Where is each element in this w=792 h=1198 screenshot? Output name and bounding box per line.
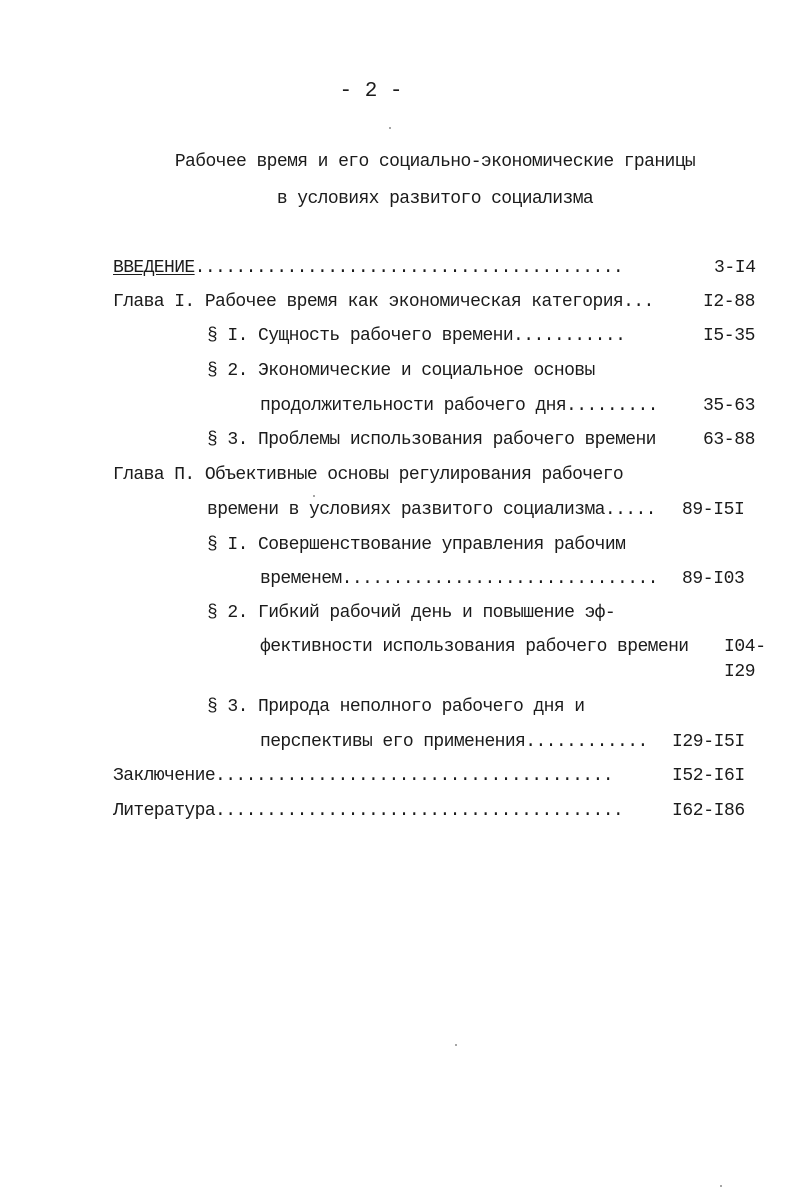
toc-intro-pages: 3-I4 — [714, 258, 756, 278]
scan-speck — [720, 1185, 722, 1187]
toc-ch1-title: Рабочее время как экономическая категория... — [204, 292, 654, 312]
document-title-line-1: Рабочее время и его социально-экономические границы — [174, 152, 696, 172]
toc-literature-leader: ........................................ — [215, 801, 624, 821]
page-number: - 2 - — [339, 80, 403, 103]
toc-ch1-s2-title-line-2: продолжительности рабочего дня......... — [260, 396, 658, 416]
toc-ch2-s1-mark: § I. — [207, 535, 248, 555]
scan-speck — [313, 495, 315, 497]
toc-ch1-s2-title-line-1: Экономические и социальноe основы — [258, 361, 595, 381]
toc-ch2-s3-title-line-1: Природа неполного рабочего дня и — [258, 697, 585, 717]
toc-ch1-s3-title: Проблемы использования рабочего времени — [258, 430, 656, 450]
toc-ch2-s2-pages-start: I04- — [724, 637, 766, 657]
toc-ch2-s3-mark: § 3. — [207, 697, 248, 717]
toc-ch2-s2-pages-end: I29 — [724, 662, 756, 682]
scan-speck — [455, 1044, 457, 1046]
toc-ch2-s2-title-line-1: Гибкий рабочий день и повышение эф- — [258, 603, 616, 623]
toc-literature-label: Литература — [113, 801, 216, 821]
scan-speck — [389, 127, 391, 129]
toc-ch1-pages: I2-88 — [703, 292, 756, 312]
toc-ch2-s1-pages: 89-I03 — [682, 569, 745, 589]
toc-intro-label: ВВЕДЕНИЕ — [113, 258, 195, 278]
toc-ch2-s3-title-line-2: перспективы его применения............ — [260, 732, 648, 752]
toc-ch2-s1-title-line-2: временем............................... — [260, 569, 658, 589]
toc-ch2-title-line-1: Объективные основы регулирования рабочего — [204, 465, 624, 485]
toc-ch1-s1-title: Сущность рабочего времени........... — [258, 326, 626, 346]
toc-ch1-s2-pages: 35-63 — [703, 396, 756, 416]
toc-ch2-label: Глава П. — [113, 465, 195, 485]
toc-ch2-pages: 89-I5I — [682, 500, 745, 520]
toc-conclusion-label: Заключение — [113, 766, 216, 786]
toc-ch1-s1-mark: § I. — [207, 326, 248, 346]
toc-ch2-s1-title-line-1: Совершенствование управления рабочим — [258, 535, 626, 555]
toc-ch1-label: Глава I. — [113, 292, 195, 312]
toc-ch2-title-line-2: времени в условиях развитого социализма..... — [207, 500, 656, 520]
toc-conclusion-pages: I52-I6I — [672, 766, 745, 786]
toc-ch2-s2-mark: § 2. — [207, 603, 248, 623]
toc-ch1-s2-mark: § 2. — [207, 361, 248, 381]
toc-ch1-s1-pages: I5-35 — [703, 326, 756, 346]
toc-ch1-s3-mark: § 3. — [207, 430, 248, 450]
toc-intro-leader: .......................................... — [194, 258, 624, 278]
document-title-line-2: в условиях развитого социализма — [276, 189, 594, 209]
toc-ch2-s3-pages: I29-I5I — [672, 732, 745, 752]
toc-conclusion-leader: ....................................... — [215, 766, 613, 786]
toc-ch2-s2-title-line-2: фективности использования рабочего времени — [260, 637, 689, 657]
toc-literature-pages: I62-I86 — [672, 801, 745, 821]
toc-ch1-s3-pages: 63-88 — [703, 430, 756, 450]
